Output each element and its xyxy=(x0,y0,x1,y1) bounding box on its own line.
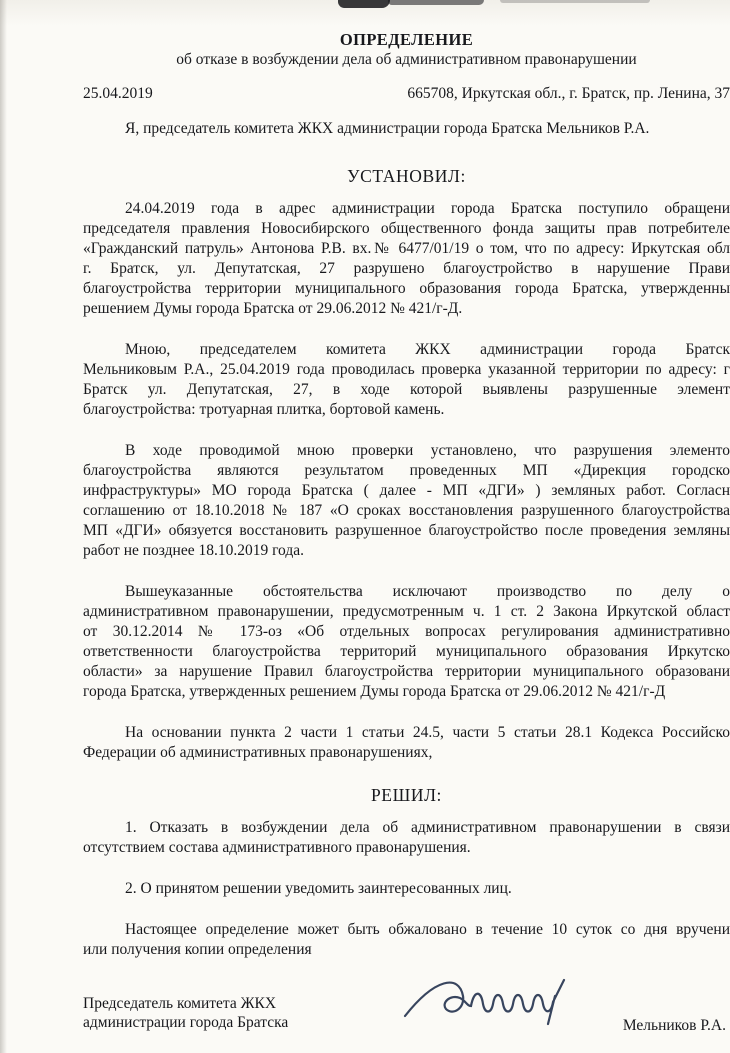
text-line: Федерации об административных правонарушениях, xyxy=(83,744,433,761)
text-line: г. Братск, ул. Депутатская, 27 разрушено благоустройство в нарушение Прави xyxy=(83,260,730,277)
text-line: Мельниковым Р.А., 25.04.2019 года проводилась проверка указанной территории по адресу: г xyxy=(83,361,730,378)
text-line: инфраструктуры» МО города Братска ( далее - МП «ДГИ» ) земляных работ. Согласн xyxy=(83,482,730,499)
text-line: благоустройства территории муниципального образования города Братска, утвержденны xyxy=(83,280,730,297)
paragraph xyxy=(83,199,730,319)
document-date: 25.04.2019 xyxy=(83,85,153,102)
paragraph xyxy=(83,582,730,702)
text-line: благоустройства: тротуарная плитка, бортовой камень. xyxy=(83,401,445,418)
text-line: МП «ДГИ» обязуется восстановить разрушенное благоустройство после проведения земляны xyxy=(83,522,730,539)
signatory-position-line: Председатель комитета ЖКХ xyxy=(83,995,277,1012)
document-content xyxy=(83,30,730,1053)
text-line: 2. О принятом решении уведомить заинтересованных лиц. xyxy=(125,880,512,897)
text-line: 24.04.2019 года в адрес администрации города Братска поступило обращени xyxy=(125,200,730,217)
signature-mark xyxy=(401,970,591,1034)
text-line: ответственности благоустройства территорий муниципального образования Иркутско xyxy=(83,643,730,660)
text-line: Братск ул. Депутатская, 27, в ходе которой выявлены разрушенные элемент xyxy=(83,381,730,398)
text-line: В ходе проводимой мною проверки установлено, что разрушения элементо xyxy=(125,442,730,459)
text-line: Вышеуказанные обстоятельства исключают производство по делу о xyxy=(125,583,730,600)
text-line: «Гражданский патруль» Антонова Р.В. вх.№ 6477/01/19 о том, что по адресу: Иркутская обл xyxy=(83,240,730,257)
text-line: области» за нарушение Правил благоустройства территории муниципального образовани xyxy=(83,663,730,680)
paragraph xyxy=(83,441,730,561)
text-line: отсутствием состава административного правонарушения. xyxy=(83,839,471,856)
scan-artifact-smudge xyxy=(500,0,650,3)
document-title: ОПРЕДЕЛЕНИЕ xyxy=(339,30,474,49)
text-line: города Братска, утвержденных решением Думы города Братска от 29.06.2012 № 421/г-Д xyxy=(83,683,666,700)
section-heading-decided: РЕШИЛ: xyxy=(370,785,443,805)
paragraph xyxy=(83,879,730,899)
text-line: работ не позднее 18.10.2019 года. xyxy=(83,542,305,559)
text-line: председателя правления Новосибирского общественного фонда защиты прав потребителе xyxy=(83,220,730,237)
signature-block xyxy=(83,992,730,1053)
paragraph xyxy=(83,340,730,420)
section-decided-body xyxy=(83,818,730,960)
section-heading-established: УСТАНОВИЛ: xyxy=(347,166,466,186)
text-line: На основании пункта 2 части 1 статьи 24.5, части 5 статьи 28.1 Кодекса Российско xyxy=(125,724,730,741)
text-line: или получения копии определения xyxy=(83,941,312,958)
text-line: решением Думы города Братска от 29.06.2012 № 421/г-Д. xyxy=(83,300,463,317)
date-address-row xyxy=(83,84,730,104)
text-line: от 30.12.2014 № 173-оз «Об отдельных вопросах регулирования административно xyxy=(83,623,730,640)
scan-artifact-smudge xyxy=(388,0,484,5)
signatory-position xyxy=(83,994,288,1032)
signatory-name: Мельников Р.А. xyxy=(622,1017,726,1034)
document-subtitle: об отказе в возбуждении дела об административном правонарушении xyxy=(176,51,637,68)
text-line: Мною, председателем комитета ЖКХ администрации города Братск xyxy=(125,341,730,358)
text-line: соглашению от 18.10.2018 № 187 «О сроках восстановления разрушенного благоустройства xyxy=(83,502,730,519)
intro-line: Я, председатель комитета ЖКХ администрации города Братска Мельников Р.А. xyxy=(125,120,650,137)
text-line: Настоящее определение может быть обжаловано в течение 10 суток со дня вручени xyxy=(125,921,730,938)
paragraph xyxy=(83,818,730,858)
text-line: благоустройства являются результатом проведенных МП «Дирекция городско xyxy=(83,462,730,479)
document-address: 665708, Иркутская обл., г. Братск, пр. Ленина, 37 xyxy=(407,85,730,102)
text-line: административном правонарушении, предусмотренным ч. 1 ст. 2 Закона Иркутской област xyxy=(83,603,730,620)
signatory-position-line: администрации города Братска xyxy=(83,1014,289,1031)
paragraph xyxy=(83,723,730,763)
paragraph xyxy=(83,920,730,960)
scan-artifact-smudge xyxy=(338,0,390,8)
section-established-body xyxy=(83,199,730,763)
text-line: 1. Отказать в возбуждении дела об административном правонарушении в связи xyxy=(125,819,730,836)
